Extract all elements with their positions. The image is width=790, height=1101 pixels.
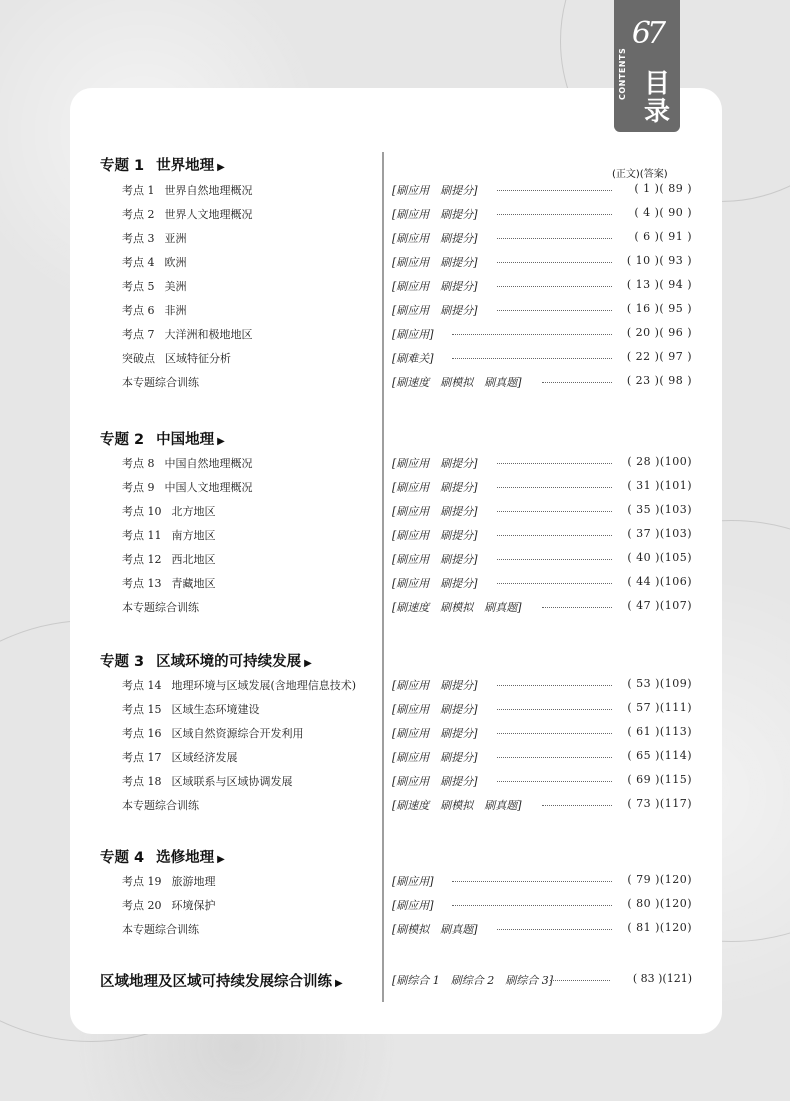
page-numbers: ( 65 )(114) <box>627 749 692 762</box>
item-number: 考点 4 <box>122 256 155 269</box>
toc-row[interactable] <box>122 479 692 497</box>
practice-tags: [刷应用] <box>392 899 434 912</box>
toc-label <box>122 897 216 913</box>
practice-tags: [刷速度 刷模拟 刷真题] <box>392 601 522 614</box>
practice-tags: [刷应用] <box>392 328 434 341</box>
section-heading[interactable] <box>100 650 312 671</box>
page-numbers: ( 35 )(103) <box>627 503 692 516</box>
toc-label <box>122 749 238 765</box>
page-numbers: ( 81 )(120) <box>627 921 692 934</box>
page-numbers: ( 28 )(100) <box>627 455 692 468</box>
section-heading[interactable] <box>100 154 225 175</box>
toc-row[interactable] <box>122 599 692 617</box>
contents-tab <box>614 0 680 132</box>
section-prefix: 专题 2 <box>100 432 145 448</box>
final-training-title: 区域地理及区域可持续发展综合训练 ▶ <box>100 974 343 990</box>
page-numbers: ( 80 )(120) <box>627 897 692 910</box>
toc-label <box>122 254 187 270</box>
practice-tags: [刷应用 刷提分] <box>392 280 478 293</box>
item-number: 考点 3 <box>122 232 155 245</box>
toc-row[interactable] <box>122 503 692 521</box>
toc-label <box>122 677 356 693</box>
practice-tags: [刷应用 刷提分] <box>392 679 478 692</box>
practice-tags: [刷应用 刷提分] <box>392 208 478 221</box>
dot-leader <box>542 382 612 383</box>
toc-row[interactable] <box>122 897 692 915</box>
practice-tags: [刷应用] <box>392 875 434 888</box>
item-name: 中国人文地理概况 <box>164 481 253 494</box>
item-number: 考点 18 <box>122 775 162 788</box>
triangle-icon: ▶ <box>304 658 312 669</box>
dot-leader <box>497 238 612 239</box>
toc-row[interactable] <box>122 701 692 719</box>
section-title: 中国地理 <box>156 432 215 448</box>
item-name: 世界人文地理概况 <box>164 208 253 221</box>
page-numbers: ( 37 )(103) <box>627 527 692 540</box>
toc-label <box>122 599 209 615</box>
toc-row[interactable] <box>122 230 692 248</box>
page-numbers: ( 61 )(113) <box>627 725 692 738</box>
toc-label <box>122 551 216 567</box>
item-number: 考点 11 <box>122 529 162 542</box>
item-name: 区域自然资源综合开发利用 <box>171 727 304 740</box>
toc-row[interactable] <box>122 797 692 815</box>
practice-tags: [刷应用 刷提分] <box>392 703 478 716</box>
item-name: 非洲 <box>164 304 187 317</box>
dot-leader <box>497 733 612 734</box>
item-name: 大洋洲和极地地区 <box>164 328 253 341</box>
practice-tags: [刷应用 刷提分] <box>392 529 478 542</box>
dot-leader <box>497 535 612 536</box>
toc-label <box>122 350 231 366</box>
triangle-icon: ▶ <box>217 436 225 447</box>
item-name: 区域特征分析 <box>165 352 231 365</box>
toc-row[interactable] <box>122 455 692 473</box>
section-prefix: 专题 1 <box>100 158 145 174</box>
page-numbers: ( 20 )( 96 ) <box>626 326 692 339</box>
practice-tags: [刷应用 刷提分] <box>392 256 478 269</box>
toc-row[interactable] <box>122 921 692 939</box>
toc-label <box>122 278 187 294</box>
page-numbers: ( 22 )( 97 ) <box>626 350 692 363</box>
item-name: 美洲 <box>164 280 187 293</box>
page-numbers: ( 57 )(111) <box>627 701 692 714</box>
dot-leader <box>497 214 612 215</box>
toc-row[interactable] <box>122 206 692 224</box>
section-title: 选修地理 <box>156 850 215 866</box>
practice-tags: [刷应用 刷提分] <box>392 304 478 317</box>
practice-tags: [刷速度 刷模拟 刷真题] <box>392 799 522 812</box>
page-numbers: ( 1 )( 89 ) <box>634 182 692 195</box>
item-name: 旅游地理 <box>171 875 216 888</box>
item-number: 考点 6 <box>122 304 155 317</box>
item-name: 中国自然地理概况 <box>164 457 253 470</box>
page-numbers: ( 10 )( 93 ) <box>626 254 692 267</box>
toc-label <box>122 455 253 471</box>
toc-row[interactable] <box>122 326 692 344</box>
item-number: 考点 10 <box>122 505 162 518</box>
toc-row[interactable] <box>122 725 692 743</box>
contents-title: 目录 <box>644 69 671 127</box>
dot-leader <box>497 583 612 584</box>
dot-leader <box>452 334 612 335</box>
column-header: (正文)(答案) <box>612 169 668 180</box>
toc-label <box>122 302 187 318</box>
practice-tags: [刷模拟 刷真题] <box>392 923 478 936</box>
practice-tags: [刷应用 刷提分] <box>392 232 478 245</box>
dot-leader <box>497 487 612 488</box>
toc-row[interactable] <box>122 527 692 545</box>
toc-row[interactable] <box>122 350 692 368</box>
triangle-icon: ▶ <box>217 854 225 865</box>
practice-tags: [刷应用 刷提分] <box>392 577 478 590</box>
practice-tags: [刷难关] <box>392 352 434 365</box>
item-number: 考点 9 <box>122 481 155 494</box>
dot-leader <box>452 905 612 906</box>
toc-label <box>122 575 216 591</box>
page-numbers: ( 53 )(109) <box>627 677 692 690</box>
page-numbers: ( 44 )(106) <box>627 575 692 588</box>
item-number: 考点 13 <box>122 577 162 590</box>
triangle-icon: ▶ <box>335 978 343 989</box>
item-name: 区域联系与区域协调发展 <box>171 775 293 788</box>
practice-tags: [刷应用 刷提分] <box>392 751 478 764</box>
practice-tags: [刷应用 刷提分] <box>392 553 478 566</box>
toc-row[interactable] <box>122 749 692 767</box>
item-number: 本专题综合训练 <box>122 376 199 389</box>
practice-tags: [刷应用 刷提分] <box>392 184 478 197</box>
section-heading[interactable] <box>100 846 225 867</box>
dot-leader <box>497 685 612 686</box>
item-name: 世界自然地理概况 <box>164 184 253 197</box>
page-numbers: ( 40 )(105) <box>627 551 692 564</box>
practice-tags: [刷速度 刷模拟 刷真题] <box>392 376 522 389</box>
final-training-bracket: [刷综合 1 刷综合 2 刷综合 3] <box>392 974 554 987</box>
practice-tags: [刷应用 刷提分] <box>392 505 478 518</box>
item-name: 北方地区 <box>171 505 216 518</box>
toc-label <box>122 230 187 246</box>
item-number: 考点 17 <box>122 751 162 764</box>
dot-leader <box>497 781 612 782</box>
item-number: 突破点 <box>122 352 155 365</box>
toc-row[interactable] <box>122 551 692 569</box>
item-name: 环境保护 <box>171 899 216 912</box>
toc-row[interactable] <box>122 873 692 891</box>
item-number: 考点 1 <box>122 184 155 197</box>
dot-leader <box>452 881 612 882</box>
page-numbers: ( 13 )( 94 ) <box>626 278 692 291</box>
final-training-row[interactable] <box>100 970 692 990</box>
toc-label <box>122 503 216 519</box>
toc-label <box>122 725 304 741</box>
dot-leader <box>497 286 612 287</box>
dot-leader <box>497 559 612 560</box>
item-number: 考点 5 <box>122 280 155 293</box>
item-name: 亚洲 <box>164 232 187 245</box>
final-training-pages: ( 83 )(121) <box>632 972 692 985</box>
toc-row[interactable] <box>122 773 692 791</box>
section-prefix: 专题 4 <box>100 850 145 866</box>
toc-row[interactable] <box>122 254 692 272</box>
toc-label <box>122 182 253 198</box>
section-title: 区域环境的可持续发展 <box>156 654 302 670</box>
toc-label <box>122 479 253 495</box>
item-number: 考点 2 <box>122 208 155 221</box>
toc-label <box>122 921 209 937</box>
section-prefix: 专题 3 <box>100 654 145 670</box>
dot-leader <box>497 190 612 191</box>
toc-row[interactable] <box>122 278 692 296</box>
page-numbers: ( 79 )(120) <box>627 873 692 886</box>
dot-leader <box>497 709 612 710</box>
item-name: 西北地区 <box>171 553 216 566</box>
item-number: 本专题综合训练 <box>122 601 199 614</box>
item-number: 考点 8 <box>122 457 155 470</box>
toc-row[interactable] <box>122 374 692 392</box>
toc-label <box>122 873 216 889</box>
page-numbers: ( 6 )( 91 ) <box>634 230 692 243</box>
contents-label: CONTENTS <box>618 47 627 100</box>
item-name: 区域生态环境建设 <box>171 703 260 716</box>
item-number: 考点 16 <box>122 727 162 740</box>
toc-label <box>122 374 209 390</box>
toc-row[interactable] <box>122 677 692 695</box>
toc-label <box>122 527 216 543</box>
toc-row[interactable] <box>122 302 692 320</box>
dot-leader <box>452 358 612 359</box>
dot-leader <box>550 980 610 981</box>
page-badge-number: 67 <box>631 16 663 51</box>
dot-leader <box>497 929 612 930</box>
item-name: 青藏地区 <box>171 577 216 590</box>
item-number: 考点 15 <box>122 703 162 716</box>
toc-label <box>122 206 253 222</box>
practice-tags: [刷应用 刷提分] <box>392 727 478 740</box>
item-name: 南方地区 <box>171 529 216 542</box>
page-numbers: ( 4 )( 90 ) <box>634 206 692 219</box>
item-name: 区域经济发展 <box>171 751 238 764</box>
section-heading[interactable] <box>100 428 225 449</box>
toc-label <box>122 326 253 342</box>
toc-label <box>122 797 209 813</box>
page-numbers: ( 73 )(117) <box>627 797 692 810</box>
item-number: 考点 19 <box>122 875 162 888</box>
item-number: 考点 12 <box>122 553 162 566</box>
page-numbers: ( 16 )( 95 ) <box>626 302 692 315</box>
dot-leader <box>542 805 612 806</box>
dot-leader <box>497 463 612 464</box>
dot-leader <box>497 757 612 758</box>
dot-leader <box>497 310 612 311</box>
page-numbers: ( 69 )(115) <box>627 773 692 786</box>
item-number: 考点 20 <box>122 899 162 912</box>
toc-row[interactable] <box>122 182 692 200</box>
page-numbers: ( 31 )(101) <box>627 479 692 492</box>
item-number: 考点 7 <box>122 328 155 341</box>
triangle-icon: ▶ <box>217 162 225 173</box>
item-number: 本专题综合训练 <box>122 923 199 936</box>
item-number: 考点 14 <box>122 679 162 692</box>
dot-leader <box>497 262 612 263</box>
toc-label <box>122 773 293 789</box>
section-title: 世界地理 <box>156 158 215 174</box>
practice-tags: [刷应用 刷提分] <box>392 457 478 470</box>
toc-label <box>122 701 260 717</box>
practice-tags: [刷应用 刷提分] <box>392 481 478 494</box>
practice-tags: [刷应用 刷提分] <box>392 775 478 788</box>
toc-row[interactable] <box>122 575 692 593</box>
page-numbers: ( 47 )(107) <box>627 599 692 612</box>
item-name: 欧洲 <box>164 256 187 269</box>
dot-leader <box>497 511 612 512</box>
dot-leader <box>542 607 612 608</box>
item-name: 地理环境与区域发展(含地理信息技术) <box>171 679 357 692</box>
page-numbers: ( 23 )( 98 ) <box>626 374 692 387</box>
item-number: 本专题综合训练 <box>122 799 199 812</box>
